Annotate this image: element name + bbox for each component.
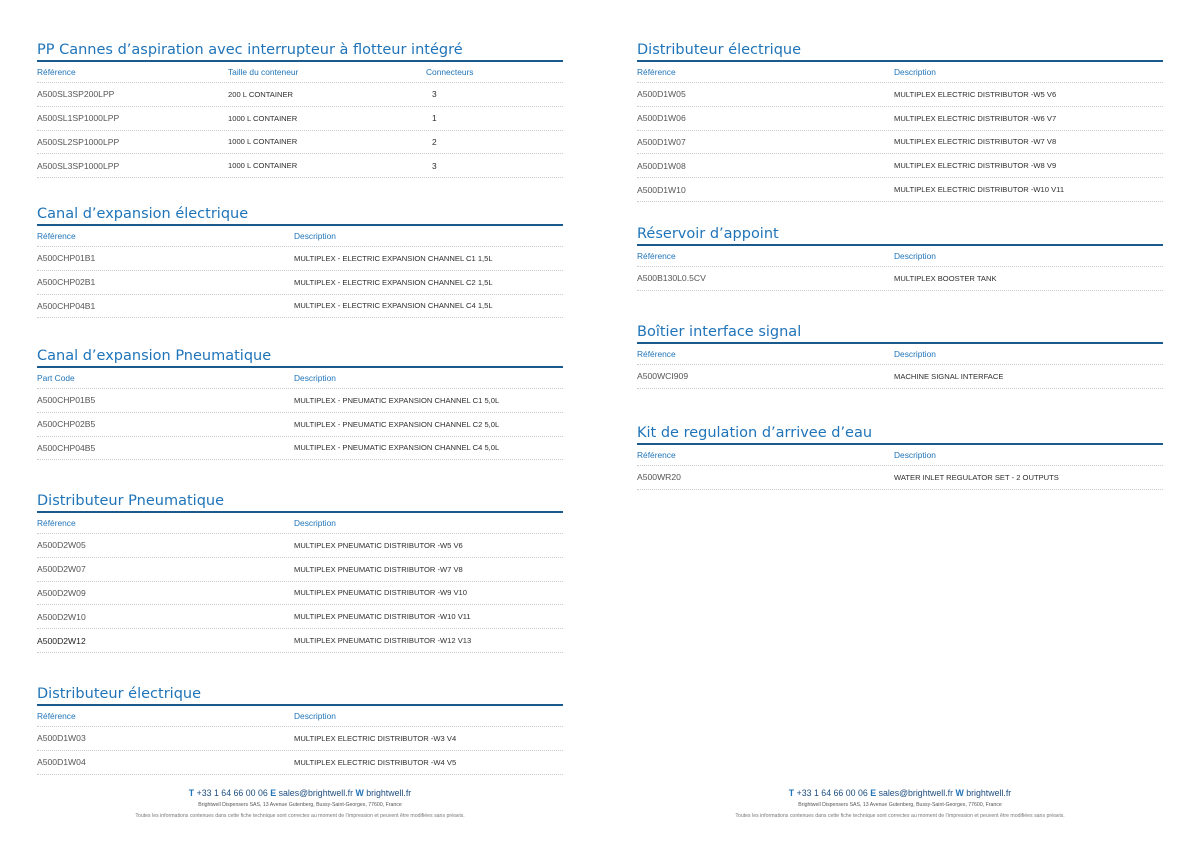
- table-header: [637, 62, 1163, 83]
- table-header: [37, 706, 563, 727]
- reference-cell: A500D2W07: [37, 564, 86, 575]
- table-header: [637, 445, 1163, 466]
- description-cell: MULTIPLEX - PNEUMATIC EXPANSION CHANNEL C4 5,0L: [294, 443, 500, 453]
- column-header: Description: [294, 711, 336, 721]
- column-header: Description: [294, 231, 336, 241]
- table-row: [37, 295, 563, 319]
- phone-label: T: [788, 788, 795, 798]
- column-header: Référence: [37, 518, 76, 528]
- section-title: Kit de regulation d’arrivee d’eau: [637, 425, 873, 441]
- reference-cell: A500D1W03: [37, 733, 86, 744]
- table-row: [37, 107, 563, 131]
- disclaimer: Toutes les informations contenues dans cette fiche technique sont correctes au moment de l’impression et peuvent être modifiées sans préavis.: [135, 813, 465, 819]
- table-row: [37, 629, 563, 653]
- email-label: E: [870, 788, 877, 798]
- reference-cell: A500CHP02B5: [37, 419, 96, 430]
- description-cell: MULTIPLEX PNEUMATIC DISTRIBUTOR -W12 V13: [294, 636, 472, 646]
- description-cell: MULTIPLEX PNEUMATIC DISTRIBUTOR -W5 V6: [294, 540, 463, 550]
- table-row: [37, 389, 563, 413]
- section-suction-lances: [37, 41, 563, 178]
- description-cell: MULTIPLEX PNEUMATIC DISTRIBUTOR -W10 V11: [294, 612, 471, 622]
- description-cell: MULTIPLEX - ELECTRIC EXPANSION CHANNEL C4 1,5L: [294, 301, 493, 311]
- contact-line: [0, 787, 600, 800]
- reference-cell: A500B130L0.5CV: [637, 273, 706, 284]
- table-row: [37, 605, 563, 629]
- reference-cell: A500D1W04: [37, 757, 86, 768]
- table-row: [37, 727, 563, 751]
- product-table: [637, 443, 1163, 490]
- reference-cell: A500SL3SP200LPP: [37, 89, 115, 100]
- description-cell: MULTIPLEX ELECTRIC DISTRIBUTOR -W6 V7: [894, 113, 1057, 123]
- table-row: [37, 247, 563, 271]
- description-cell: MULTIPLEX ELECTRIC DISTRIBUTOR -W3 V4: [294, 733, 457, 743]
- reference-cell: A500D1W05: [637, 89, 686, 100]
- table-header: [37, 226, 563, 247]
- table-row: [37, 271, 563, 295]
- table-row: [37, 83, 563, 107]
- column-header: Description: [294, 373, 336, 383]
- table-header: [37, 513, 563, 534]
- container-size-cell: 1000 L CONTAINER: [228, 137, 298, 147]
- connectors-cell: 1: [432, 113, 437, 124]
- table-header: [37, 62, 563, 83]
- column-header: Référence: [37, 67, 76, 77]
- section-title: Canal d’expansion électrique: [37, 206, 249, 222]
- column-header: Connecteurs: [426, 67, 474, 77]
- reference-cell: A500CHP04B1: [37, 300, 96, 311]
- container-size-cell: 1000 L CONTAINER: [228, 113, 298, 123]
- phone-number[interactable]: +33 1 64 66 00 06: [796, 788, 868, 798]
- table-row: [37, 437, 563, 461]
- column-header: Référence: [637, 67, 676, 77]
- footer-right: [600, 787, 1200, 820]
- table-header: [637, 246, 1163, 267]
- column-header: Part Code: [37, 373, 75, 383]
- product-table: [37, 704, 563, 775]
- description-cell: MULTIPLEX - ELECTRIC EXPANSION CHANNEL C1 1,5L: [294, 253, 493, 263]
- section-pneumatic-distributor: [37, 492, 563, 653]
- section-signal-interface: [637, 323, 1163, 389]
- email-link[interactable]: sales@brightwell.fr: [878, 788, 954, 798]
- section-electric-distributor-left: [37, 685, 563, 775]
- reference-cell: A500D1W06: [637, 113, 686, 124]
- description-cell: MULTIPLEX - PNEUMATIC EXPANSION CHANNEL C1 5,0L: [294, 395, 500, 405]
- description-cell: MACHINE SIGNAL INTERFACE: [894, 371, 1004, 381]
- description-cell: MULTIPLEX ELECTRIC DISTRIBUTOR -W8 V9: [894, 161, 1057, 171]
- reference-cell: A500CHP01B5: [37, 395, 96, 406]
- website-link[interactable]: brightwell.fr: [366, 788, 412, 798]
- reference-cell: A500SL2SP1000LPP: [37, 136, 120, 147]
- reference-cell: A500WCI909: [637, 371, 689, 382]
- phone-label: T: [188, 788, 195, 798]
- section-water-inlet-kit: [637, 424, 1163, 490]
- reference-cell: A500CHP02B1: [37, 277, 96, 288]
- reference-cell: A500D1W08: [637, 160, 686, 171]
- column-header: Description: [294, 518, 336, 528]
- section-title: Distributeur Pneumatique: [37, 493, 225, 509]
- column-header: Taille du conteneur: [228, 67, 299, 77]
- column-header: Référence: [37, 231, 76, 241]
- company-address: Brightwell Dispensers SAS, 13 Avenue Gutenberg, Bussy-Saint-Georges, 77600, France: [798, 802, 1002, 808]
- product-table: [637, 244, 1163, 291]
- disclaimer: Toutes les informations contenues dans cette fiche technique sont correctes au moment de l’impression et peuvent être modifiées sans préavis.: [735, 813, 1065, 819]
- website-link[interactable]: brightwell.fr: [966, 788, 1012, 798]
- table-row: [37, 534, 563, 558]
- reference-cell: A500D2W10: [37, 611, 86, 622]
- connectors-cell: 3: [432, 160, 437, 171]
- reference-cell: A500D2W12: [37, 635, 86, 646]
- product-table: [37, 366, 563, 460]
- section-pneumatic-expansion: [37, 347, 563, 460]
- table-row: [637, 466, 1163, 490]
- product-table: [637, 60, 1163, 202]
- company-address: Brightwell Dispensers SAS, 13 Avenue Gutenberg, Bussy-Saint-Georges, 77600, France: [198, 802, 402, 808]
- website-label: W: [955, 788, 964, 798]
- section-title: Distributeur électrique: [37, 686, 202, 702]
- description-cell: MULTIPLEX ELECTRIC DISTRIBUTOR -W5 V6: [894, 89, 1057, 99]
- description-cell: WATER INLET REGULATOR SET - 2 OUTPUTS: [894, 472, 1059, 482]
- column-header: Référence: [637, 251, 676, 261]
- section-title: Distributeur électrique: [637, 42, 802, 58]
- column-header: Référence: [637, 349, 676, 359]
- table-row: [637, 365, 1163, 389]
- description-cell: MULTIPLEX PNEUMATIC DISTRIBUTOR -W9 V10: [294, 588, 467, 598]
- table-row: [37, 751, 563, 775]
- connectors-cell: 3: [432, 89, 437, 100]
- product-table: [37, 224, 563, 318]
- section-booster-tank: [637, 225, 1163, 291]
- footer-left: [0, 787, 600, 820]
- table-row: [637, 267, 1163, 291]
- product-table: [37, 511, 563, 653]
- table-row: [37, 131, 563, 155]
- table-header: [37, 368, 563, 389]
- table-row: [37, 582, 563, 606]
- section-electric-distributor-right: [637, 41, 1163, 202]
- email-label: E: [270, 788, 277, 798]
- reference-cell: A500D2W09: [37, 587, 86, 598]
- table-row: [637, 107, 1163, 131]
- container-size-cell: 1000 L CONTAINER: [228, 161, 298, 171]
- reference-cell: A500CHP04B5: [37, 442, 96, 453]
- reference-cell: A500CHP01B1: [37, 253, 96, 264]
- reference-cell: A500SL1SP1000LPP: [37, 113, 120, 124]
- section-title: Boîtier interface signal: [637, 324, 802, 340]
- table-header: [637, 344, 1163, 365]
- container-size-cell: 200 L CONTAINER: [228, 89, 293, 99]
- section-title: Réservoir d’appoint: [637, 226, 779, 242]
- table-row: [37, 558, 563, 582]
- column-header: Description: [894, 349, 936, 359]
- email-link[interactable]: sales@brightwell.fr: [278, 788, 354, 798]
- description-cell: MULTIPLEX ELECTRIC DISTRIBUTOR -W7 V8: [894, 137, 1057, 147]
- column-header: Référence: [37, 711, 76, 721]
- column-header: Description: [894, 67, 936, 77]
- reference-cell: A500WR20: [637, 472, 681, 483]
- product-table: [37, 60, 563, 178]
- table-row: [637, 154, 1163, 178]
- description-cell: MULTIPLEX - ELECTRIC EXPANSION CHANNEL C2 1,5L: [294, 277, 493, 287]
- reference-cell: A500SL3SP1000LPP: [37, 160, 120, 171]
- column-header: Description: [894, 251, 936, 261]
- column-header: Référence: [637, 450, 676, 460]
- contact-line: [600, 787, 1200, 800]
- table-row: [37, 413, 563, 437]
- table-row: [37, 154, 563, 178]
- reference-cell: A500D2W05: [37, 540, 86, 551]
- description-cell: MULTIPLEX - PNEUMATIC EXPANSION CHANNEL C2 5,0L: [294, 419, 500, 429]
- reference-cell: A500D1W10: [637, 184, 686, 195]
- product-table: [637, 342, 1163, 389]
- column-header: Description: [894, 450, 936, 460]
- description-cell: MULTIPLEX BOOSTER TANK: [894, 273, 997, 283]
- section-electric-expansion: [37, 205, 563, 318]
- website-label: W: [355, 788, 364, 798]
- section-title: Canal d’expansion Pneumatique: [37, 348, 272, 364]
- table-row: [637, 83, 1163, 107]
- table-row: [637, 178, 1163, 202]
- description-cell: MULTIPLEX ELECTRIC DISTRIBUTOR -W4 V5: [294, 757, 457, 767]
- description-cell: MULTIPLEX ELECTRIC DISTRIBUTOR -W10 V11: [894, 185, 1065, 195]
- table-row: [637, 131, 1163, 155]
- section-title: PP Cannes d’aspiration avec interrupteur à flotteur intégré: [37, 42, 463, 58]
- reference-cell: A500D1W07: [637, 136, 686, 147]
- description-cell: MULTIPLEX PNEUMATIC DISTRIBUTOR -W7 V8: [294, 564, 463, 574]
- phone-number[interactable]: +33 1 64 66 00 06: [196, 788, 268, 798]
- connectors-cell: 2: [432, 136, 437, 147]
